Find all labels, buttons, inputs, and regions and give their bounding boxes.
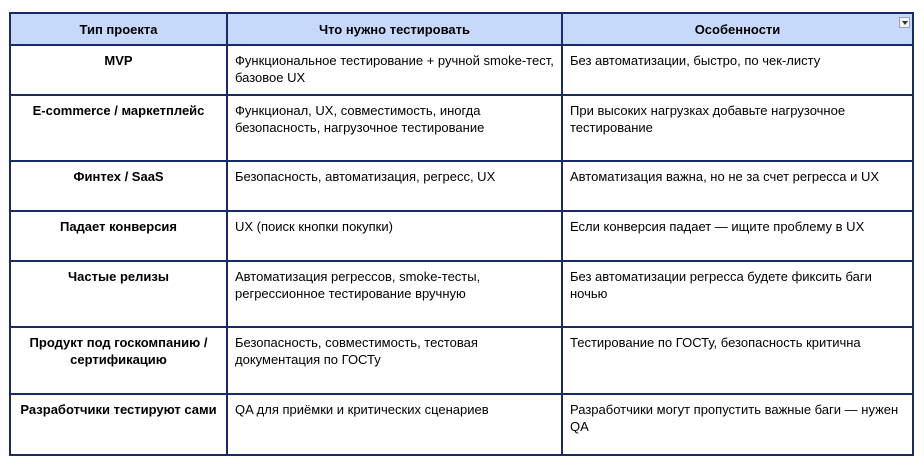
- table-row: [10, 161, 913, 211]
- cell-text: При высоких нагрузках добавьте нагрузочное тестирование: [570, 103, 846, 135]
- cell-what-to-test[interactable]: [227, 45, 562, 95]
- header-label: Что нужно тестировать: [318, 21, 471, 37]
- cell-project-type[interactable]: [10, 161, 227, 211]
- cell-text: Без автоматизации, быстро, по чек-листу: [570, 53, 821, 68]
- table-row: [10, 394, 913, 455]
- header-label: Особенности: [694, 21, 781, 37]
- cell-text: Без автоматизации регресса будете фиксить баги ночью: [570, 269, 872, 301]
- cell-text: Функциональное тестирование + ручной smoke-тест, базовое UX: [235, 53, 554, 85]
- cell-text: Тестирование по ГОСТу, безопасность критична: [570, 335, 861, 350]
- cell-what-to-test[interactable]: [227, 261, 562, 327]
- cell-project-type[interactable]: [10, 327, 227, 394]
- cell-text: Продукт под госкомпанию / сертификацию: [29, 335, 208, 367]
- cell-features[interactable]: [562, 95, 913, 161]
- cell-text: QA для приёмки и критических сценариев: [235, 402, 489, 417]
- cell-features[interactable]: [562, 211, 913, 261]
- cell-text: Разработчики тестируют сами: [20, 402, 217, 417]
- table-row: [10, 261, 913, 327]
- header-project-type[interactable]: [10, 13, 227, 45]
- cell-text: Если конверсия падает — ищите проблему в UX: [570, 219, 865, 234]
- cell-features[interactable]: [562, 161, 913, 211]
- cell-text: UX (поиск кнопки покупки): [235, 219, 393, 234]
- table-row: [10, 45, 913, 95]
- cell-text: Функционал, UX, совместимость, иногда безопасность, нагрузочное тестирование: [235, 103, 485, 135]
- cell-what-to-test[interactable]: [227, 327, 562, 394]
- cell-text: Падает конверсия: [59, 219, 178, 234]
- cell-project-type[interactable]: [10, 45, 227, 95]
- cell-text: Безопасность, автоматизация, регресс, UX: [235, 169, 496, 184]
- cell-text: Автоматизация важна, но не за счет регресса и UX: [570, 169, 880, 184]
- cell-features[interactable]: [562, 394, 913, 455]
- cell-what-to-test[interactable]: [227, 95, 562, 161]
- cell-text: MVP: [104, 53, 133, 68]
- cell-project-type[interactable]: [10, 394, 227, 455]
- cell-project-type[interactable]: [10, 211, 227, 261]
- header-row: [10, 13, 913, 45]
- header-what-to-test[interactable]: [227, 13, 562, 45]
- cell-text: Финтех / SaaS: [73, 169, 164, 184]
- cell-text: Частые релизы: [68, 269, 169, 284]
- table-row: [10, 327, 913, 394]
- cell-features[interactable]: [562, 45, 913, 95]
- cell-text: E-commerce / маркетплейс: [32, 103, 205, 118]
- cell-what-to-test[interactable]: [227, 211, 562, 261]
- table-row: [10, 95, 913, 161]
- cell-features[interactable]: [562, 261, 913, 327]
- table-row: [10, 211, 913, 261]
- cell-project-type[interactable]: [10, 95, 227, 161]
- cell-project-type[interactable]: [10, 261, 227, 327]
- cell-features[interactable]: [562, 327, 913, 394]
- header-features[interactable]: [562, 13, 913, 45]
- cell-text: Автоматизация регрессов, smoke-тесты, регрессионное тестирование вручную: [235, 269, 481, 301]
- cell-text: Разработчики могут пропустить важные баги — нужен QA: [570, 402, 899, 434]
- cell-text: Безопасность, совместимость, тестовая документация по ГОСТу: [235, 335, 478, 367]
- project-testing-table: [9, 12, 914, 456]
- filter-dropdown-icon[interactable]: [899, 17, 910, 28]
- header-label: Тип проекта: [79, 21, 158, 37]
- cell-what-to-test[interactable]: [227, 161, 562, 211]
- spreadsheet-table-container: [9, 12, 914, 456]
- cell-what-to-test[interactable]: [227, 394, 562, 455]
